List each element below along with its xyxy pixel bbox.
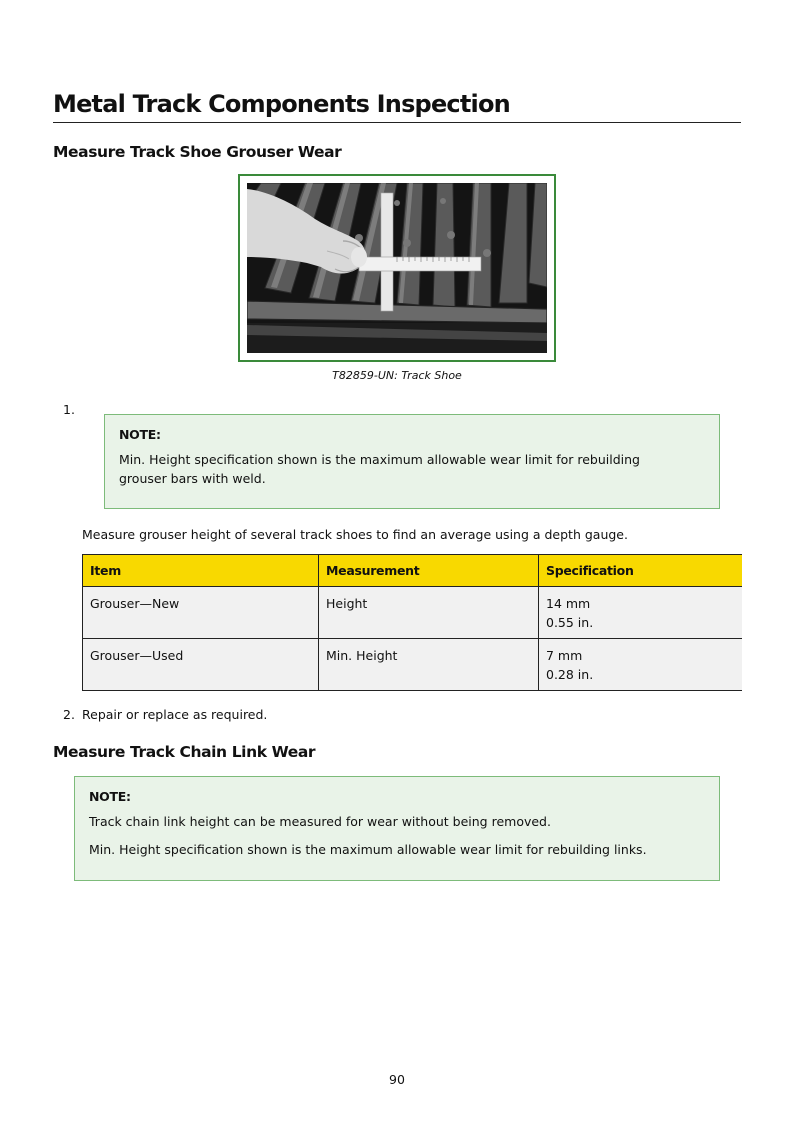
step-number-1: 1. [63,402,75,417]
note-text-line-1: Track chain link height can be measured for wear without being removed. [89,814,551,829]
note-box-grouser [104,414,720,509]
section-heading-chain-link-wear: Measure Track Chain Link Wear [53,743,316,761]
track-shoe-illustration [247,183,547,353]
step-number-2: 2. [63,707,75,722]
grouser-instruction: Measure grouser height of several track shoes to find an average using a depth gauge. [82,527,628,542]
note-text-line-2: Min. Height specification shown is the maximum allowable wear limit for rebuilding links. [89,842,647,857]
grouser-spec-table [82,554,742,691]
header-measurement: Measurement [319,555,539,587]
track-shoe-photo [238,174,556,362]
note-box-chain-link [74,776,720,881]
page-title: Metal Track Components Inspection [53,88,741,123]
spec-imperial: 0.55 in. [546,615,594,630]
header-item: Item [83,555,319,587]
cell-specification [539,587,743,639]
table-header-row [83,555,743,587]
cell-measurement: Height [319,587,539,639]
spec-metric: 14 mm [546,596,591,611]
cell-measurement: Min. Height [319,639,539,691]
note-label: NOTE: [119,427,161,442]
header-specification: Specification [539,555,743,587]
table-row [83,639,743,691]
section-heading-grouser-wear: Measure Track Shoe Grouser Wear [53,143,342,161]
note-label: NOTE: [89,789,131,804]
spec-metric: 7 mm [546,648,583,663]
cell-item: Grouser—Used [83,639,319,691]
page-number: 90 [389,1072,405,1087]
spec-imperial: 0.28 in. [546,667,594,682]
figure-caption: T82859-UN: Track Shoe [332,369,462,382]
note-text: Min. Height specification shown is the maximum allowable wear limit for rebuilding grouser bars with weld. [119,452,640,486]
cell-specification [539,639,743,691]
table-row [83,587,743,639]
step-2-text: Repair or replace as required. [82,707,268,722]
cell-item: Grouser—New [83,587,319,639]
